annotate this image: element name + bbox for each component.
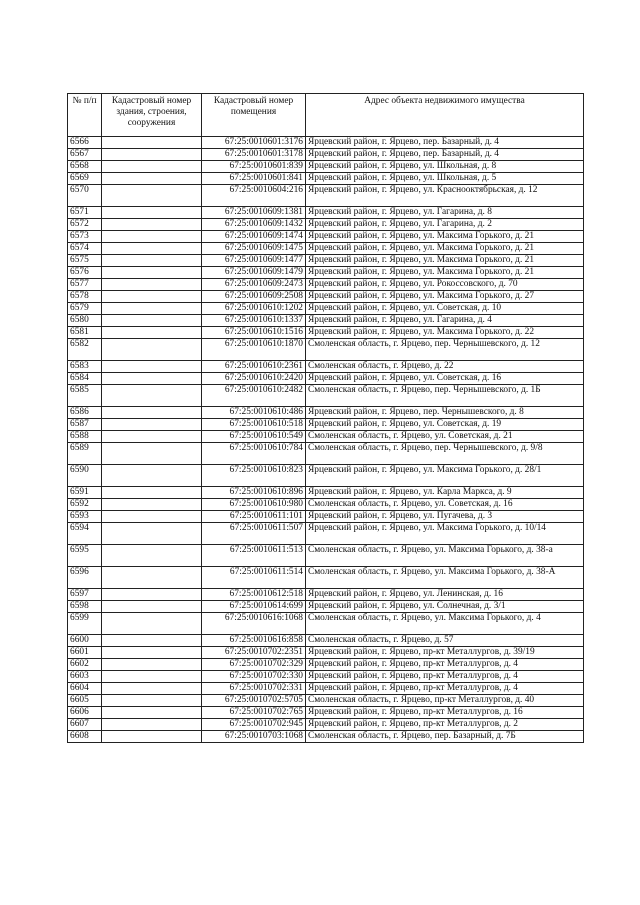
room-cadastral: 67:25:0010611:507 bbox=[202, 523, 306, 545]
table-row bbox=[68, 613, 584, 635]
address: Ярцевский район, г. Ярцево, ул. Максима Горького, д. 27 bbox=[306, 291, 584, 303]
room-cadastral: 67:25:0010604:216 bbox=[202, 185, 306, 207]
address: Смоленская область, г. Ярцево, пер. Базарный, д. 7Б bbox=[306, 731, 584, 743]
table-row bbox=[68, 255, 584, 267]
room-cadastral: 67:25:0010610:784 bbox=[202, 443, 306, 465]
row-number: 6567 bbox=[68, 149, 102, 161]
address: Ярцевский район, г. Ярцево, ул. Пугачева, д. 3 bbox=[306, 511, 584, 523]
table-row bbox=[68, 567, 584, 589]
row-number: 6601 bbox=[68, 647, 102, 659]
room-cadastral: 67:25:0010609:2473 bbox=[202, 279, 306, 291]
address: Смоленская область, г. Ярцево, ул. Максима Горького, д. 38-а bbox=[306, 545, 584, 567]
room-cadastral: 67:25:0010702:331 bbox=[202, 683, 306, 695]
address: Ярцевский район, г. Ярцево, ул. Ленинская, д. 16 bbox=[306, 589, 584, 601]
address: Ярцевский район, г. Ярцево, ул. Максима Горького, д. 21 bbox=[306, 267, 584, 279]
building-cadastral bbox=[102, 707, 202, 719]
address: Ярцевский район, г. Ярцево, пр-кт Металлургов, д. 4 bbox=[306, 659, 584, 671]
address: Ярцевский район, г. Ярцево, пр-кт Металлургов, д. 4 bbox=[306, 683, 584, 695]
row-number: 6600 bbox=[68, 635, 102, 647]
table-row bbox=[68, 419, 584, 431]
building-cadastral bbox=[102, 671, 202, 683]
building-cadastral bbox=[102, 231, 202, 243]
row-number: 6581 bbox=[68, 327, 102, 339]
address: Ярцевский район, г. Ярцево, ул. Максима Горького, д. 10/14 bbox=[306, 523, 584, 545]
address: Ярцевский район, г. Ярцево, ул. Гагарина, д. 2 bbox=[306, 219, 584, 231]
table-row bbox=[68, 373, 584, 385]
table-row bbox=[68, 683, 584, 695]
row-number: 6604 bbox=[68, 683, 102, 695]
building-cadastral bbox=[102, 731, 202, 743]
room-cadastral: 67:25:0010609:1477 bbox=[202, 255, 306, 267]
table-row bbox=[68, 659, 584, 671]
room-cadastral: 67:25:0010610:549 bbox=[202, 431, 306, 443]
table-row bbox=[68, 431, 584, 443]
row-number: 6575 bbox=[68, 255, 102, 267]
table-row bbox=[68, 545, 584, 567]
room-cadastral: 67:25:0010609:1474 bbox=[202, 231, 306, 243]
table-row bbox=[68, 523, 584, 545]
row-number: 6602 bbox=[68, 659, 102, 671]
building-cadastral bbox=[102, 511, 202, 523]
room-cadastral: 67:25:0010702:330 bbox=[202, 671, 306, 683]
room-cadastral: 67:25:0010609:1475 bbox=[202, 243, 306, 255]
row-number: 6576 bbox=[68, 267, 102, 279]
address: Ярцевский район, г. Ярцево, ул. Максима Горького, д. 21 bbox=[306, 231, 584, 243]
building-cadastral bbox=[102, 173, 202, 185]
building-cadastral bbox=[102, 149, 202, 161]
address: Смоленская область, г. Ярцево, ул. Максима Горького, д. 38-А bbox=[306, 567, 584, 589]
row-number: 6571 bbox=[68, 207, 102, 219]
building-cadastral bbox=[102, 465, 202, 487]
row-number: 6574 bbox=[68, 243, 102, 255]
address: Ярцевский район, г. Ярцево, ул. Советская, д. 19 bbox=[306, 419, 584, 431]
row-number: 6583 bbox=[68, 361, 102, 373]
address: Ярцевский район, г. Ярцево, пер. Базарный, д. 4 bbox=[306, 149, 584, 161]
table-row bbox=[68, 315, 584, 327]
row-number: 6580 bbox=[68, 315, 102, 327]
room-cadastral: 67:25:0010609:1381 bbox=[202, 207, 306, 219]
room-cadastral: 67:25:0010616:1068 bbox=[202, 613, 306, 635]
room-cadastral: 67:25:0010610:2361 bbox=[202, 361, 306, 373]
row-number: 6585 bbox=[68, 385, 102, 407]
row-number: 6603 bbox=[68, 671, 102, 683]
table-row bbox=[68, 137, 584, 149]
table-row bbox=[68, 361, 584, 373]
room-cadastral: 67:25:0010610:518 bbox=[202, 419, 306, 431]
table-row bbox=[68, 161, 584, 173]
room-cadastral: 67:25:0010610:980 bbox=[202, 499, 306, 511]
table-row bbox=[68, 465, 584, 487]
building-cadastral bbox=[102, 487, 202, 499]
table-row bbox=[68, 243, 584, 255]
room-cadastral: 67:25:0010616:858 bbox=[202, 635, 306, 647]
row-number: 6577 bbox=[68, 279, 102, 291]
address: Ярцевский район, г. Ярцево, ул. Карла Маркса, д. 9 bbox=[306, 487, 584, 499]
table-row bbox=[68, 601, 584, 613]
header-building-cadastral: Кадастровый номер здания, строения, сооружения bbox=[102, 94, 202, 137]
room-cadastral: 67:25:0010610:896 bbox=[202, 487, 306, 499]
room-cadastral: 67:25:0010609:1432 bbox=[202, 219, 306, 231]
table-row bbox=[68, 671, 584, 683]
address: Смоленская область, г. Ярцево, ул. Советская, д. 21 bbox=[306, 431, 584, 443]
room-cadastral: 67:25:0010610:2420 bbox=[202, 373, 306, 385]
row-number: 6588 bbox=[68, 431, 102, 443]
address: Ярцевский район, г. Ярцево, ул. Краснооктябрьская, д. 12 bbox=[306, 185, 584, 207]
building-cadastral bbox=[102, 601, 202, 613]
row-number: 6605 bbox=[68, 695, 102, 707]
row-number: 6608 bbox=[68, 731, 102, 743]
room-cadastral: 67:25:0010601:839 bbox=[202, 161, 306, 173]
table-row bbox=[68, 695, 584, 707]
address: Ярцевский район, г. Ярцево, пр-кт Металлургов, д. 2 bbox=[306, 719, 584, 731]
table-row bbox=[68, 339, 584, 361]
header-row bbox=[68, 94, 584, 137]
address: Смоленская область, г. Ярцево, д. 57 bbox=[306, 635, 584, 647]
table-row bbox=[68, 173, 584, 185]
room-cadastral: 67:25:0010702:5705 bbox=[202, 695, 306, 707]
building-cadastral bbox=[102, 327, 202, 339]
row-number: 6593 bbox=[68, 511, 102, 523]
address: Смоленская область, г. Ярцево, пер. Чернышевского, д. 12 bbox=[306, 339, 584, 361]
address: Ярцевский район, г. Ярцево, ул. Школьная, д. 5 bbox=[306, 173, 584, 185]
room-cadastral: 67:25:0010614:699 bbox=[202, 601, 306, 613]
table-row bbox=[68, 635, 584, 647]
building-cadastral bbox=[102, 267, 202, 279]
building-cadastral bbox=[102, 419, 202, 431]
building-cadastral bbox=[102, 407, 202, 419]
address: Ярцевский район, г. Ярцево, ул. Советская, д. 16 bbox=[306, 373, 584, 385]
building-cadastral bbox=[102, 385, 202, 407]
address: Ярцевский район, г. Ярцево, ул. Рокоссовского, д. 70 bbox=[306, 279, 584, 291]
address: Смоленская область, г. Ярцево, ул. Максима Горького, д. 4 bbox=[306, 613, 584, 635]
row-number: 6582 bbox=[68, 339, 102, 361]
row-number: 6566 bbox=[68, 137, 102, 149]
table-row bbox=[68, 149, 584, 161]
building-cadastral bbox=[102, 137, 202, 149]
row-number: 6586 bbox=[68, 407, 102, 419]
row-number: 6596 bbox=[68, 567, 102, 589]
building-cadastral bbox=[102, 339, 202, 361]
row-number: 6591 bbox=[68, 487, 102, 499]
address: Ярцевский район, г. Ярцево, пр-кт Металлургов, д. 4 bbox=[306, 671, 584, 683]
address: Ярцевский район, г. Ярцево, ул. Советская, д. 10 bbox=[306, 303, 584, 315]
room-cadastral: 67:25:0010610:823 bbox=[202, 465, 306, 487]
room-cadastral: 67:25:0010610:1516 bbox=[202, 327, 306, 339]
address: Ярцевский район, г. Ярцево, ул. Максима Горького, д. 28/1 bbox=[306, 465, 584, 487]
building-cadastral bbox=[102, 185, 202, 207]
table-row bbox=[68, 279, 584, 291]
building-cadastral bbox=[102, 695, 202, 707]
address: Смоленская область, г. Ярцево, пер. Чернышевского, д. 9/8 bbox=[306, 443, 584, 465]
building-cadastral bbox=[102, 255, 202, 267]
room-cadastral: 67:25:0010611:514 bbox=[202, 567, 306, 589]
building-cadastral bbox=[102, 219, 202, 231]
building-cadastral bbox=[102, 431, 202, 443]
table-row bbox=[68, 185, 584, 207]
building-cadastral bbox=[102, 499, 202, 511]
table-row bbox=[68, 707, 584, 719]
table-row bbox=[68, 207, 584, 219]
row-number: 6578 bbox=[68, 291, 102, 303]
row-number: 6607 bbox=[68, 719, 102, 731]
row-number: 6579 bbox=[68, 303, 102, 315]
building-cadastral bbox=[102, 567, 202, 589]
row-number: 6587 bbox=[68, 419, 102, 431]
table-row bbox=[68, 719, 584, 731]
building-cadastral bbox=[102, 683, 202, 695]
room-cadastral: 67:25:0010609:1479 bbox=[202, 267, 306, 279]
table-row bbox=[68, 407, 584, 419]
address: Ярцевский район, г. Ярцево, ул. Гагарина, д. 8 bbox=[306, 207, 584, 219]
building-cadastral bbox=[102, 373, 202, 385]
building-cadastral bbox=[102, 291, 202, 303]
row-number: 6569 bbox=[68, 173, 102, 185]
row-number: 6597 bbox=[68, 589, 102, 601]
building-cadastral bbox=[102, 303, 202, 315]
room-cadastral: 67:25:0010612:518 bbox=[202, 589, 306, 601]
row-number: 6592 bbox=[68, 499, 102, 511]
room-cadastral: 67:25:0010610:1870 bbox=[202, 339, 306, 361]
row-number: 6606 bbox=[68, 707, 102, 719]
address: Ярцевский район, г. Ярцево, пр-кт Металлургов, д. 39/19 bbox=[306, 647, 584, 659]
address: Смоленская область, г. Ярцево, ул. Советская, д. 16 bbox=[306, 499, 584, 511]
address: Ярцевский район, г. Ярцево, пер. Базарный, д. 4 bbox=[306, 137, 584, 149]
table-row bbox=[68, 219, 584, 231]
room-cadastral: 67:25:0010610:486 bbox=[202, 407, 306, 419]
address: Ярцевский район, г. Ярцево, пер. Чернышевского, д. 8 bbox=[306, 407, 584, 419]
row-number: 6568 bbox=[68, 161, 102, 173]
room-cadastral: 67:25:0010610:2482 bbox=[202, 385, 306, 407]
header-address: Адрес объекта недвижимого имущества bbox=[306, 94, 584, 137]
row-number: 6584 bbox=[68, 373, 102, 385]
address: Смоленская область, г. Ярцево, пр-кт Металлургов, д. 40 bbox=[306, 695, 584, 707]
address: Ярцевский район, г. Ярцево, ул. Школьная, д. 8 bbox=[306, 161, 584, 173]
building-cadastral bbox=[102, 361, 202, 373]
building-cadastral bbox=[102, 719, 202, 731]
building-cadastral bbox=[102, 279, 202, 291]
table-body bbox=[68, 137, 584, 743]
room-cadastral: 67:25:0010601:3178 bbox=[202, 149, 306, 161]
building-cadastral bbox=[102, 161, 202, 173]
row-number: 6598 bbox=[68, 601, 102, 613]
room-cadastral: 67:25:0010610:1337 bbox=[202, 315, 306, 327]
address: Ярцевский район, г. Ярцево, ул. Максима Горького, д. 21 bbox=[306, 243, 584, 255]
row-number: 6599 bbox=[68, 613, 102, 635]
address: Ярцевский район, г. Ярцево, пр-кт Металлургов, д. 16 bbox=[306, 707, 584, 719]
building-cadastral bbox=[102, 523, 202, 545]
address: Ярцевский район, г. Ярцево, ул. Максима Горького, д. 21 bbox=[306, 255, 584, 267]
header-number: № п/п bbox=[68, 94, 102, 137]
room-cadastral: 67:25:0010601:3176 bbox=[202, 137, 306, 149]
building-cadastral bbox=[102, 589, 202, 601]
room-cadastral: 67:25:0010601:841 bbox=[202, 173, 306, 185]
building-cadastral bbox=[102, 315, 202, 327]
address: Смоленская область, г. Ярцево, пер. Чернышевского, д. 1Б bbox=[306, 385, 584, 407]
table-row bbox=[68, 731, 584, 743]
address: Ярцевский район, г. Ярцево, ул. Гагарина, д. 4 bbox=[306, 315, 584, 327]
table-row bbox=[68, 487, 584, 499]
header-room-cadastral: Кадастровый номер помещения bbox=[202, 94, 306, 137]
row-number: 6590 bbox=[68, 465, 102, 487]
address: Смоленская область, г. Ярцево, д. 22 bbox=[306, 361, 584, 373]
room-cadastral: 67:25:0010703:1068 bbox=[202, 731, 306, 743]
row-number: 6595 bbox=[68, 545, 102, 567]
property-table bbox=[67, 93, 584, 743]
table-row bbox=[68, 291, 584, 303]
building-cadastral bbox=[102, 635, 202, 647]
room-cadastral: 67:25:0010611:101 bbox=[202, 511, 306, 523]
building-cadastral bbox=[102, 613, 202, 635]
room-cadastral: 67:25:0010609:2508 bbox=[202, 291, 306, 303]
table-row bbox=[68, 589, 584, 601]
table-row bbox=[68, 647, 584, 659]
room-cadastral: 67:25:0010702:945 bbox=[202, 719, 306, 731]
address: Ярцевский район, г. Ярцево, ул. Максима Горького, д. 22 bbox=[306, 327, 584, 339]
building-cadastral bbox=[102, 207, 202, 219]
building-cadastral bbox=[102, 243, 202, 255]
table-row bbox=[68, 327, 584, 339]
room-cadastral: 67:25:0010702:2351 bbox=[202, 647, 306, 659]
building-cadastral bbox=[102, 443, 202, 465]
room-cadastral: 67:25:0010702:329 bbox=[202, 659, 306, 671]
row-number: 6594 bbox=[68, 523, 102, 545]
table-row bbox=[68, 231, 584, 243]
table-row bbox=[68, 267, 584, 279]
room-cadastral: 67:25:0010610:1202 bbox=[202, 303, 306, 315]
table-row bbox=[68, 303, 584, 315]
row-number: 6572 bbox=[68, 219, 102, 231]
building-cadastral bbox=[102, 647, 202, 659]
row-number: 6589 bbox=[68, 443, 102, 465]
address: Ярцевский район, г. Ярцево, ул. Солнечная, д. 3/1 bbox=[306, 601, 584, 613]
room-cadastral: 67:25:0010611:513 bbox=[202, 545, 306, 567]
table-row bbox=[68, 385, 584, 407]
building-cadastral bbox=[102, 545, 202, 567]
building-cadastral bbox=[102, 659, 202, 671]
table-row bbox=[68, 511, 584, 523]
table-row bbox=[68, 499, 584, 511]
row-number: 6570 bbox=[68, 185, 102, 207]
row-number: 6573 bbox=[68, 231, 102, 243]
room-cadastral: 67:25:0010702:765 bbox=[202, 707, 306, 719]
table-row bbox=[68, 443, 584, 465]
